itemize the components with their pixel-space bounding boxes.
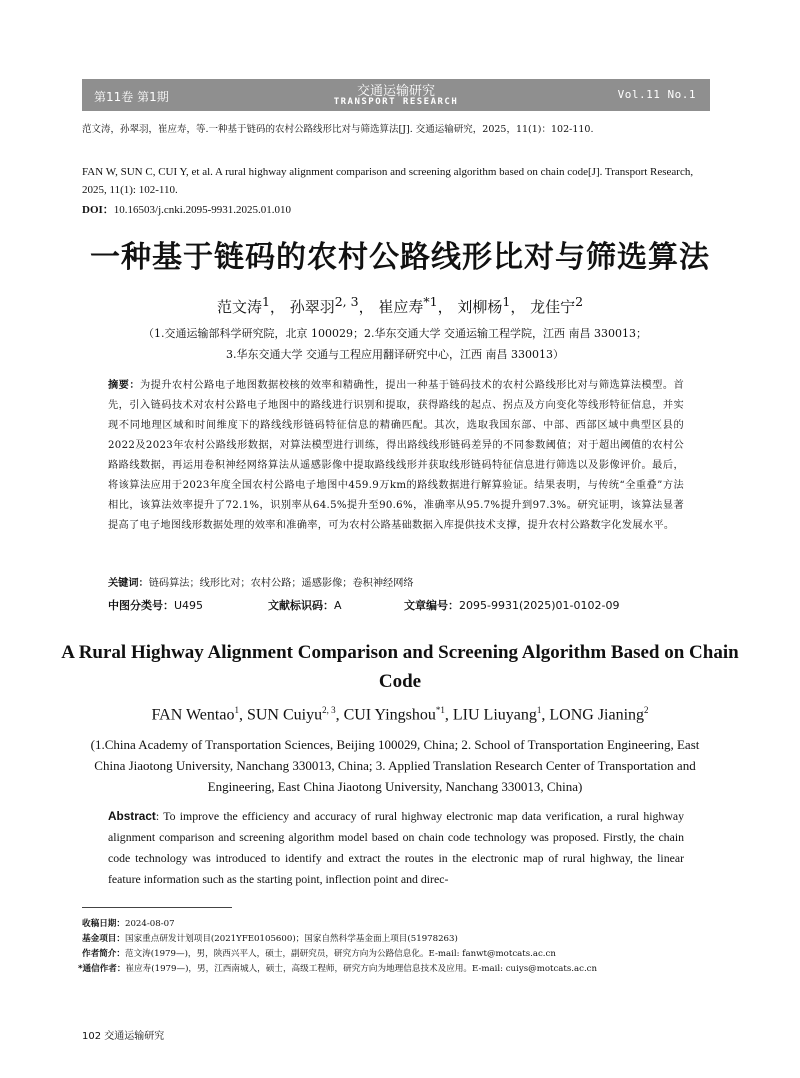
author-affil-sup: 1 [502,294,511,309]
author-cn: 孙翠羽 [289,298,335,316]
author-affil-sup: 2, 3 [334,294,359,309]
footnotes [78,917,722,977]
volume-issue-en: Vol.11 No.1 [617,88,696,101]
author-affil-sup: *1 [435,705,445,715]
affiliations-cn [82,323,708,365]
document-code: 文献标识码：A [268,599,342,612]
journal-title-en: TRANSPORT RESEARCH [333,97,459,107]
author-en: SUN Cuiyu [246,706,323,724]
abstract-en-label: Abstract [108,809,156,823]
clc-number: 中图分类号：U495 [108,599,204,612]
author-affil-sup: 1 [261,294,270,309]
author-cn: 崔应寿 [378,298,424,316]
author-affil-sup: 2 [575,294,584,309]
affiliation-line: （1.交通运输部科学研究院，北京 100029；2.华东交通大学 交通运输工程学院，江西 南昌 330013； [143,327,647,340]
footnote-author: 作者简介：范文涛(1979—)，男，陕西兴平人，硕士，副研究员，研究方向为公路信息化。E-mail: fanwt@motcats.ac.cn [82,949,556,959]
author-affil-sup: 1 [536,705,542,715]
author-affil-sup: 2, 3 [322,705,336,715]
authors-en: FAN Wentao$^1$, SUN Cuiyu$^{2, 3}$, CUI Yingshou$^{*1}$, LIU Liuyang$^1$, LONG Jianing$^2$ [151,705,649,724]
abstract-cn [108,376,684,536]
footnote-corresponding: *通信作者：崔应寿(1979—)，男，江西南城人，硕士，高级工程师，研究方向为地理信息技术及应用。E-mail: cuiys@motcats.ac.cn [78,964,598,974]
author-en: LONG Jianing [549,706,645,724]
abstract-cn-text: 为提升农村公路电子地图数据校核的效率和精确性，提出一种基于链码技术的农村公路线形比对与筛选算法模型。首先，引入链码技术对农村公路电子地图中的路线进行识别和提取，获得路线的起点、拐点及方向变化等线形特征信息，并实现不同地理区域和时间维度下的路线线形链码特征信息的精确匹配。其次，选取我国东部、中部、西部区域中典型区县的2022及2023年农村公路线形数据，对算法模型进行训练，得出路线线形链码差异的不同参数阈值；对于超出阈值的农村公路路线数据，再运用卷积神经网络算法从遥感影像中提取路线线形并获取线形链码特征信息进行筛选以及影像评价。最后，将该算法应用于2023年度全国农村公路电子地图中459.9万km的路线数据进行解算验证。结果表明，与传统“全重叠”方法相比，该算法效率提升了72.1%，识别率从64.5%提升至90.6%，准确率从95.7%提升到97.3%。研究证明，该算法显著提高了电子地图线形数据处理的效率和准确率，可为农村公路基础数据入库提供技术支撑，提升农村公路数字化发展水平。 [108,380,684,531]
citation-cn: 范文涛，孙翠羽，崔应寿，等.一种基于链码的农村公路线形比对与筛选算法[J]. 交通运输研究，2025，11(1)：102-110. [82,124,594,135]
keywords-cn-text: 链码算法；线形比对；农村公路；遥感影像；卷积神经网络 [148,578,414,589]
keywords-cn [108,575,684,593]
author-affil-sup: 1 [234,705,239,715]
paper-title-cn: 一种基于链码的农村公路线形比对与筛选算法 [90,240,710,275]
journal-header [82,79,710,111]
affiliation-line: 3.华东交通大学 交通与工程应用翻译研究中心，江西 南昌 330013） [226,348,564,361]
page-footer: 102 交通运输研究 [82,1031,165,1042]
author-cn: 刘柳杨 [457,298,503,316]
author-cn: 范文涛 [216,298,262,316]
doi-value[interactable]: 10.16503/j.cnki.2095-9931.2025.01.010 [113,204,291,216]
affiliations-en: (1.China Academy of Transportation Sciences, Beijing 100029, China; 2. School of Transportation Engineering, East China Jiaotong University, Nanchang 330013, China; 3. Applied Translation Research Center of Transportation and Engineering, East China Jiaotong University, Nanchang 330013, China) [90,737,700,794]
volume-issue-cn: 第11卷 第1期 [94,90,169,104]
author-affil-sup: *1 [423,294,438,309]
footnote-received: 收稿日期：2024-08-07 [82,919,175,929]
article-number: 文章编号：2095-9931(2025)01-0102-09 [404,599,620,612]
abstract-en-text: : To improve the efficiency and accuracy of rural highway electronic map data verification, a rural highway alignment comparison and screening algorithm model based on chain code technology was proposed. Firstly, the chain code technology was introduced to identify and extract the routes in the electronic map of rural highway, the linear feature information such as the starting point, inflection point and direc- [108,809,684,886]
citation-en: FAN W, SUN C, CUI Y, et al. A rural highway alignment comparison and screening algorithm based on chain code[J]. Transport Research, 2025, 11(1): 102-110. [82,166,694,196]
keywords-cn-label: 关键词： [108,578,149,589]
author-en: LIU Liuyang [452,706,537,724]
paper-title-en: A Rural Highway Alignment Comparison and Screening Algorithm Based on Chain Code [61,642,739,692]
author-affil-sup: 2 [644,705,649,715]
doi-line [82,201,291,217]
abstract-en [108,806,684,890]
abstract-cn-label: 摘要： [108,380,141,391]
doi-label: DOI： [82,204,114,216]
author-en: CUI Yingshou [343,706,436,724]
author-cn: 龙佳宁 [530,298,576,316]
footnote-fund: 基金项目：国家重点研发计划项目(2021YFE0105600)；国家自然科学基金面上项目(51978263) [82,934,458,944]
authors-cn: 范文涛$^1$， 孙翠羽$^{2, 3}$， 崔应寿$^{*1}$， 刘柳杨$^1$， 龙佳宁$^2$ [216,294,584,316]
journal-title-cn: 交通运输研究 [356,84,435,99]
footnote-divider [82,907,232,908]
author-en: FAN Wentao [151,706,235,724]
